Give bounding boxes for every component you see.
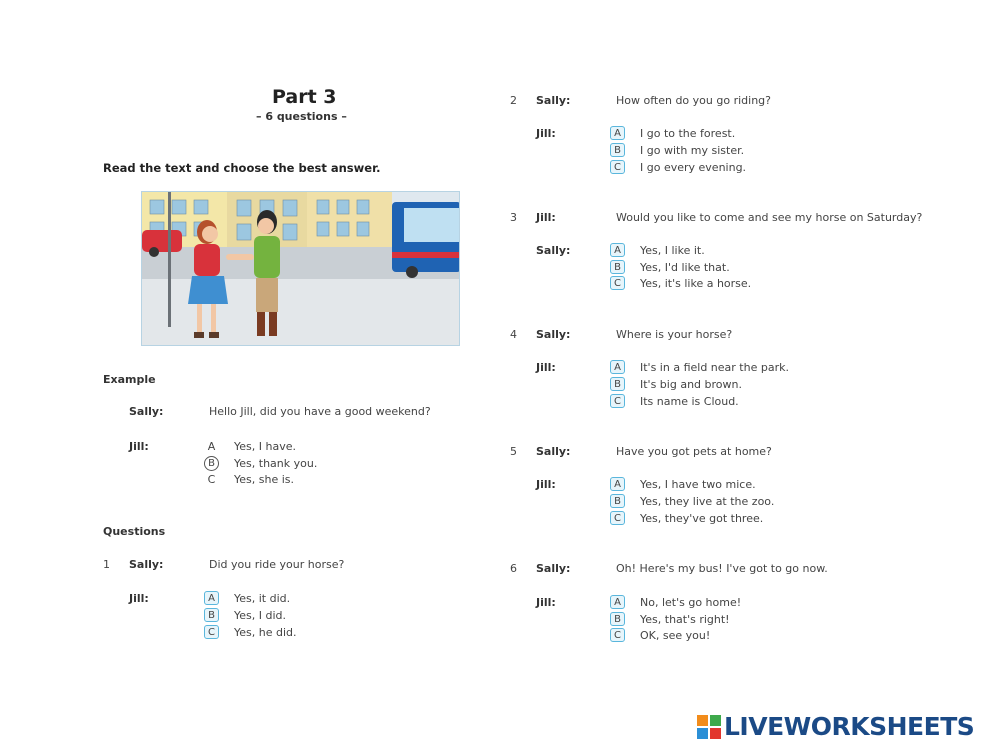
option-text: Yes, it did.: [234, 591, 291, 605]
q1-option-c[interactable]: [204, 625, 297, 639]
answer-speaker: Jill:: [536, 127, 556, 140]
option-text: Yes, it's like a horse.: [640, 276, 752, 290]
answer-box[interactable]: B: [610, 377, 625, 391]
q2-option-c[interactable]: [610, 160, 746, 174]
option-text: Yes, I have two mice.: [640, 477, 756, 491]
street-scene-svg: [142, 192, 460, 346]
question-prompt: How often do you go riding?: [616, 94, 771, 107]
question-number: 1: [103, 558, 110, 571]
question-speaker: Sally:: [536, 94, 571, 107]
option-text: It's big and brown.: [640, 377, 742, 391]
answer-speaker: Sally:: [536, 244, 571, 257]
answer-speaker: Jill:: [129, 592, 149, 605]
question-number: 3: [510, 211, 517, 224]
option-text: Yes, thank you.: [234, 457, 318, 470]
question-speaker: Sally:: [536, 562, 571, 575]
option-text: Its name is Cloud.: [640, 394, 739, 408]
answer-box[interactable]: B: [610, 612, 625, 626]
option-text: Yes, I'd like that.: [640, 260, 730, 274]
q4-option-a[interactable]: [610, 360, 789, 374]
q3-option-c[interactable]: [610, 276, 751, 290]
question-speaker: Sally:: [536, 328, 571, 341]
question-prompt: Where is your horse?: [616, 328, 733, 341]
option-text: Yes, that's right!: [640, 612, 730, 626]
instruction-text: Read the text and choose the best answer.: [103, 161, 381, 175]
answer-box[interactable]: C: [610, 628, 625, 642]
option-text: I go every evening.: [640, 160, 747, 174]
answer-box[interactable]: B: [610, 494, 625, 508]
example-speaker-jill: Jill:: [129, 440, 149, 453]
question-prompt: Would you like to come and see my horse on Saturday?: [616, 211, 923, 224]
q6-option-b[interactable]: [610, 612, 730, 626]
answer-box[interactable]: A: [610, 243, 625, 257]
q2-option-b[interactable]: [610, 143, 744, 157]
option-text: Yes, they live at the zoo.: [640, 494, 775, 508]
option-text: It's in a field near the park.: [640, 360, 789, 374]
option-text: Yes, I did.: [234, 608, 287, 622]
q1-option-b[interactable]: [204, 608, 286, 622]
example-option-c: [204, 473, 294, 486]
answer-box[interactable]: B: [610, 143, 625, 157]
option-text: I go with my sister.: [640, 143, 745, 157]
question-prompt: Oh! Here's my bus! I've got to go now.: [616, 562, 828, 575]
answer-box[interactable]: A: [610, 595, 625, 609]
answer-speaker: Jill:: [536, 596, 556, 609]
answer-speaker: Jill:: [536, 361, 556, 374]
option-text: I go to the forest.: [640, 126, 736, 140]
option-text: Yes, he did.: [234, 625, 297, 639]
page-subtitle: – 6 questions –: [256, 110, 347, 123]
q3-option-b[interactable]: [610, 260, 730, 274]
answer-box[interactable]: A: [610, 360, 625, 374]
question-number: 4: [510, 328, 517, 341]
q6-option-a[interactable]: [610, 595, 741, 609]
q5-option-a[interactable]: [610, 477, 756, 491]
answer-box[interactable]: C: [204, 625, 219, 639]
q5-option-b[interactable]: [610, 494, 774, 508]
option-text: Yes, I have.: [234, 440, 296, 453]
option-letter: C: [207, 473, 216, 486]
question-number: 2: [510, 94, 517, 107]
liveworksheets-logo-icon: [697, 715, 721, 739]
answer-box[interactable]: C: [610, 511, 625, 525]
answer-box[interactable]: C: [610, 394, 625, 408]
question-speaker: Sally:: [129, 558, 164, 571]
example-option-b-selected: [204, 456, 317, 471]
liveworksheets-logo: [697, 712, 974, 741]
option-text: OK, see you!: [640, 628, 711, 642]
answer-box[interactable]: B: [204, 608, 219, 622]
q6-option-c[interactable]: [610, 628, 710, 642]
example-option-a: [204, 440, 296, 453]
q1-option-a[interactable]: [204, 591, 290, 605]
answer-box[interactable]: C: [610, 276, 625, 290]
question-number: 6: [510, 562, 517, 575]
option-letter: A: [207, 440, 216, 453]
option-text: No, let's go home!: [640, 595, 742, 609]
example-prompt: Hello Jill, did you have a good weekend?: [209, 405, 431, 418]
answer-box[interactable]: A: [610, 126, 625, 140]
question-speaker: Sally:: [536, 445, 571, 458]
q3-option-a[interactable]: [610, 243, 705, 257]
answer-box[interactable]: A: [610, 477, 625, 491]
street-scene-illustration: [141, 191, 460, 346]
example-speaker-sally: Sally:: [129, 405, 164, 418]
q4-option-b[interactable]: [610, 377, 742, 391]
question-number: 5: [510, 445, 517, 458]
logo-text: LIVEWORKSHEETS: [724, 712, 975, 741]
q2-option-a[interactable]: [610, 126, 735, 140]
answer-box[interactable]: A: [204, 591, 219, 605]
answer-speaker: Jill:: [536, 478, 556, 491]
circled-answer-letter: B: [204, 456, 219, 471]
example-heading: Example: [103, 373, 156, 386]
page-title: Part 3: [272, 86, 337, 108]
question-speaker: Jill:: [536, 211, 556, 224]
option-text: Yes, they've got three.: [640, 511, 764, 525]
question-prompt: Have you got pets at home?: [616, 445, 772, 458]
answer-box[interactable]: C: [610, 160, 625, 174]
answer-box[interactable]: B: [610, 260, 625, 274]
question-prompt: Did you ride your horse?: [209, 558, 345, 571]
questions-heading: Questions: [103, 525, 166, 538]
q4-option-c[interactable]: [610, 394, 739, 408]
option-text: Yes, I like it.: [640, 243, 705, 257]
q5-option-c[interactable]: [610, 511, 763, 525]
option-text: Yes, she is.: [234, 473, 295, 486]
